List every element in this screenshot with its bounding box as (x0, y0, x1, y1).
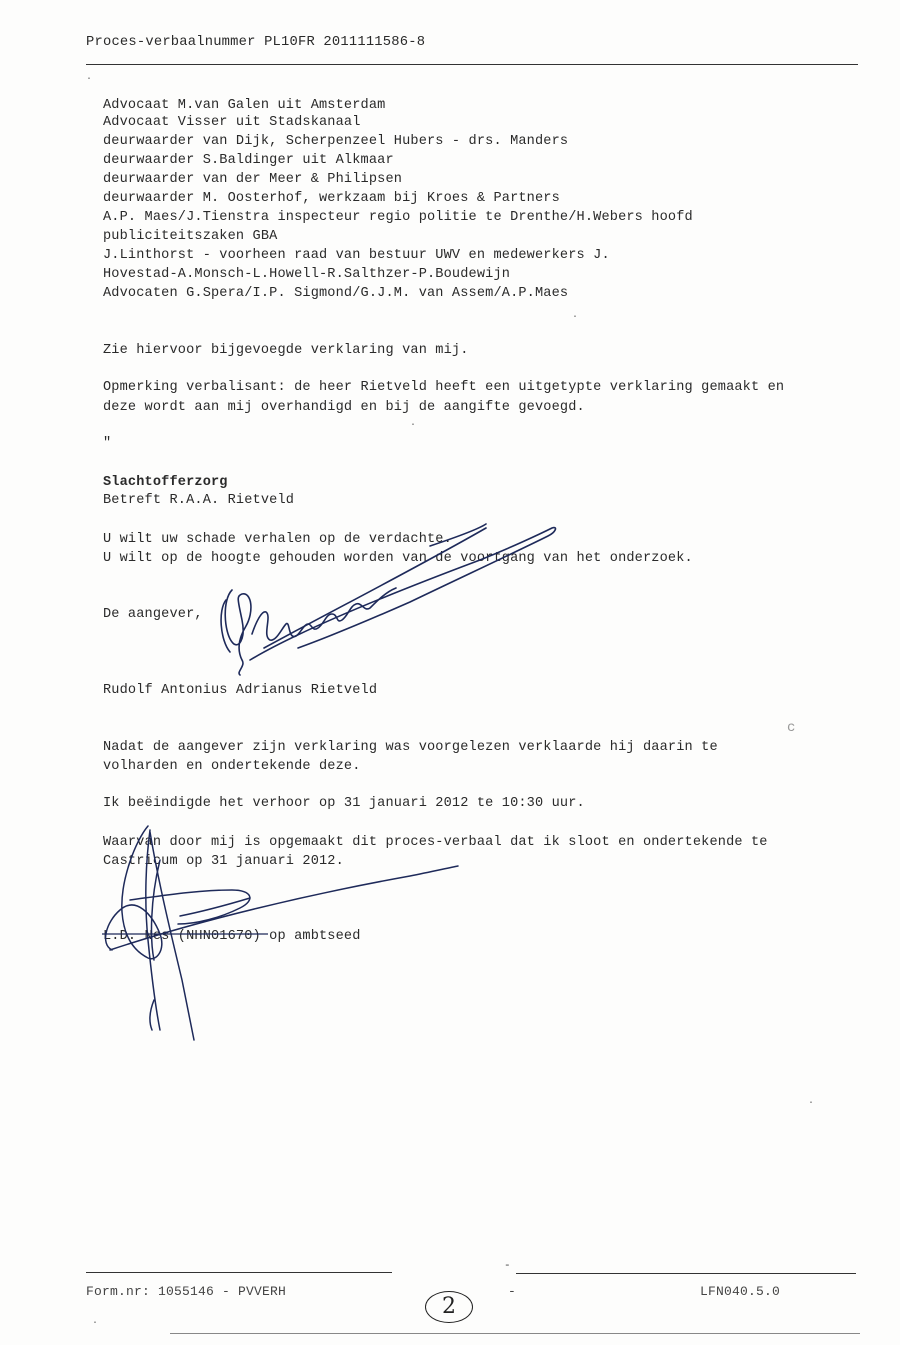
record-number-header: Proces-verbaalnummer PL10FR 2011111586-8 (86, 35, 426, 50)
footer-dash: - (504, 1260, 511, 1272)
scan-speck: · (808, 1098, 815, 1109)
form-code: LFN040.5.0 (700, 1284, 781, 1299)
list-line: deurwaarder van Dijk, Scherpenzeel Hubers - drs. Manders (103, 134, 569, 149)
footer-rule-right (516, 1273, 856, 1274)
page-number-circled (425, 1291, 473, 1323)
scan-speck: · (572, 312, 579, 323)
ended-line: Ik beëindigde het verhoor op 31 januari 2012 te 10:30 uur. (103, 796, 585, 811)
victim-care-line: U wilt op de hoogte gehouden worden van de voortgang van het onderzoek. (103, 551, 693, 566)
scan-speck: c (787, 720, 796, 736)
list-line: J.Linthorst - voorheen raad van bestuur UWV en medewerkers J. (103, 248, 610, 263)
list-line: Advocaat Visser uit Stadskanaal (103, 115, 361, 130)
header-rule (86, 64, 858, 65)
bottom-rule (170, 1333, 860, 1334)
list-line: deurwaarder S.Baldinger uit Alkmaar (103, 153, 394, 168)
declarant-label: De aangever, (103, 607, 203, 622)
scan-speck: · (86, 74, 93, 85)
drawn-up-line: Waarvan door mij is opgemaakt dit proces-verbaal dat ik sloot en ondertekende te (103, 835, 768, 850)
list-line: Hovestad-A.Monsch-L.Howell-R.Salthzer-P.Boudewijn (103, 267, 511, 282)
list-line: Advocaat M.van Galen uit Amsterdam (103, 98, 386, 113)
list-line: deurwaarder M. Oosterhof, werkzaam bij Kroes & Partners (103, 191, 560, 206)
remark-line: Opmerking verbalisant: de heer Rietveld heeft een uitgetypte verklaring gemaakt en (103, 380, 785, 395)
list-line: A.P. Maes/J.Tienstra inspecteur regio politie te Drenthe/H.Webers hoofd (103, 210, 693, 225)
page-number: 2 (442, 1294, 456, 1319)
scan-speck: · (92, 1318, 99, 1329)
see-statement: Zie hiervoor bijgevoegde verklaring van mij. (103, 343, 469, 358)
list-line: deurwaarder van der Meer & Philipsen (103, 172, 403, 187)
list-line: publiciteitszaken GBA (103, 229, 278, 244)
victim-care-concerns: Betreft R.A.A. Rietveld (103, 493, 295, 508)
closing-line: Nadat de aangever zijn verklaring was voorgelezen verklaarde hij daarin te (103, 740, 718, 755)
officer-line: L.D. Nes (NHN01670) op ambtseed (103, 929, 361, 944)
remark-line: deze wordt aan mij overhandigd en bij de aangifte gevoegd. (103, 400, 585, 415)
list-line: Advocaten G.Spera/I.P. Sigmond/G.J.M. van Assem/A.P.Maes (103, 286, 569, 301)
footer-dash: - (508, 1284, 517, 1299)
declarant-name: Rudolf Antonius Adrianus Rietveld (103, 683, 378, 698)
victim-care-heading: Slachtofferzorg (103, 475, 228, 490)
drawn-up-line: Castricum op 31 januari 2012. (103, 854, 344, 869)
closing-line: volharden en ondertekende deze. (103, 759, 361, 774)
quote-mark: " (103, 436, 112, 451)
victim-care-line: U wilt uw schade verhalen op de verdachte. (103, 532, 452, 547)
footer-rule-left (86, 1272, 392, 1273)
scan-speck: · (410, 420, 417, 431)
form-number: Form.nr: 1055146 - PVVERH (86, 1284, 287, 1299)
